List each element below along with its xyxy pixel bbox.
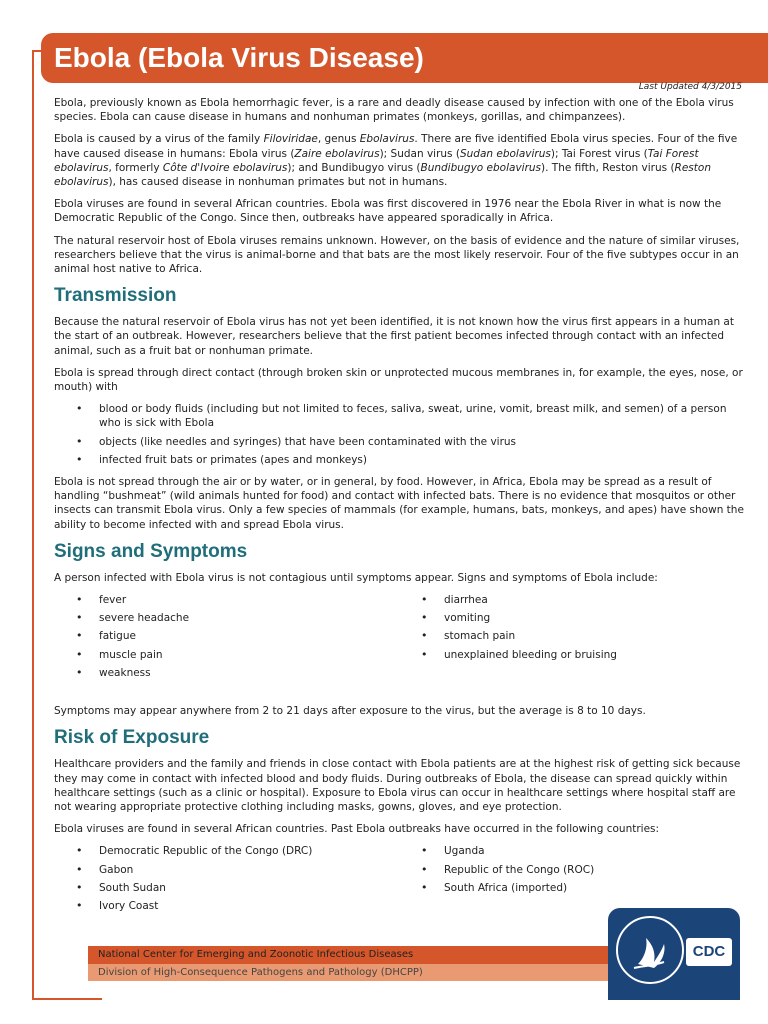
list-item: • Republic of the Congo (ROC): [444, 863, 744, 877]
document-body: [54, 96, 744, 925]
list-item: • muscle pain: [99, 648, 399, 662]
symptoms-column-1: [54, 593, 399, 684]
border-bottom: [32, 998, 102, 1000]
list-item: • unexplained bleeding or bruising: [444, 648, 744, 662]
intro-paragraph-3: Ebola viruses are found in several African countries. Ebola was first discovered in 1976 near the Ebola River in what is now the Democratic Republic of the Congo. Since then, outbreaks have appeared sporadically in Africa.: [54, 198, 722, 225]
list-item: • stomach pain: [444, 629, 744, 643]
list-item: • vomiting: [444, 611, 744, 625]
transmission-paragraph-1: Because the natural reservoir of Ebola virus has not yet been identified, it is not known how the virus first appears in a human at the start of an outbreak. However, researchers believe that the first patient becomes infected through contact with an infected animal, such as a fruit bat or nonhuman primate.: [54, 316, 734, 357]
list-item: • blood or body fluids (including but not limited to feces, saliva, sweat, urine, vomit, breast milk, and semen) of a person who is sick with Ebola: [99, 402, 744, 430]
exposure-heading: Risk of Exposure: [54, 727, 210, 749]
list-item: • fatigue: [99, 629, 399, 643]
exposure-paragraph-1: Healthcare providers and the family and friends in close contact with Ebola patients are at the highest risk of getting sick because they may come in contact with infected blood and body fluids. During outbreaks of Ebola, the disease can spread quickly within healthcare settings (such as a clinic or hospital). Exposure to Ebola virus can occur in healthcare settings where hospital staff are not wearing appropriate protective clothing including masks, gowns, gloves, and eye protection.: [54, 758, 741, 813]
list-item: • South Sudan: [99, 881, 399, 895]
list-item: • Gabon: [99, 863, 399, 877]
list-item: • fever: [99, 593, 399, 607]
list-item: • diarrhea: [444, 593, 744, 607]
transmission-heading: Transmission: [54, 285, 177, 307]
border-left: [32, 50, 34, 1000]
transmission-paragraph-2: Ebola is spread through direct contact (through broken skin or unprotected mucous membranes in, for example, the eyes, nose, or mouth) with: [54, 366, 743, 394]
symptoms-paragraph-1: A person infected with Ebola virus is not contagious until symptoms appear. Signs and symptoms of Ebola include:: [54, 571, 658, 584]
symptoms-column-2: [399, 593, 744, 684]
symptoms-paragraph-2: Symptoms may appear anywhere from 2 to 21 days after exposure to the virus, but the average is 8 to 10 days.: [54, 705, 646, 718]
footer-division-name: Division of High-Consequence Pathogens and Pathology (DHCPP): [88, 964, 608, 981]
countries-list: [54, 844, 744, 917]
page-title: Ebola (Ebola Virus Disease): [41, 33, 768, 83]
footer-center-name: National Center for Emerging and Zoonotic Infectious Diseases: [88, 946, 608, 964]
list-item: • severe headache: [99, 611, 399, 625]
exposure-paragraph-2: Ebola viruses are found in several African countries. Past Ebola outbreaks have occurred in the following countries:: [54, 823, 660, 836]
intro-paragraph-1: Ebola, previously known as Ebola hemorrhagic fever, is a rare and deadly disease caused by infection with one of the Ebola virus species. Ebola can cause disease in humans and nonhuman primates (monkeys, gorillas, and chimpanzees).: [54, 97, 734, 124]
symptoms-heading: Signs and Symptoms: [54, 540, 248, 562]
list-item: • infected fruit bats or primates (apes and monkeys): [99, 453, 744, 467]
list-item: • Uganda: [444, 844, 744, 858]
list-item: • objects (like needles and syringes) that have been contaminated with the virus: [99, 435, 744, 449]
intro-paragraph-4: The natural reservoir host of Ebola viruses remains unknown. However, on the basis of evidence and the nature of similar viruses, researchers believe that the virus is animal-borne and that bats are the most likely reservoir. Four of the five subtypes occur in an animal host native to Africa.: [54, 234, 740, 276]
symptoms-list: [54, 593, 744, 684]
hhs-seal-icon: [616, 916, 684, 984]
countries-column-1: [54, 844, 399, 917]
list-item: • weakness: [99, 666, 399, 680]
intro-paragraph-2: Ebola is caused by a virus of the family Filoviridae, genus Ebolavirus. There are five identified Ebola virus species. Four of the five have caused disease in humans: Ebola virus (Zaire ebolavirus); Sudan virus (Sudan ebolavirus); Tai Forest virus (Tai Forest ebolavirus, formerly Côte d'Ivoire ebolavirus); and Bundibugyo virus (Bundibugyo ebolavirus). The fifth, Reston virus (Reston ebolavirus), has caused disease in nonhuman primates but not in humans.: [54, 133, 738, 189]
transmission-paragraph-3: Ebola is not spread through the air or by water, or in general, by food. However, in Africa, Ebola may be spread as a result of handling “bushmeat” (wild animals hunted for food) and contact with infected bats. There is no evidence that mosquitos or other insects can transmit Ebola virus. Only a few species of mammals (for example, humans, bats, monkeys, and apes) have shown the ability to become infected with and spread Ebola virus.: [54, 476, 744, 531]
countries-column-2: [399, 844, 744, 917]
transmission-list: [54, 402, 744, 467]
list-item: • Democratic Republic of the Congo (DRC): [99, 844, 399, 858]
last-updated: Last Updated 4/3/2015: [638, 82, 742, 92]
cdc-logo-block: [608, 908, 740, 1000]
list-item: • South Africa (imported): [444, 881, 744, 895]
list-item: • Ivory Coast: [99, 899, 399, 913]
cdc-logo: CDC: [686, 938, 732, 966]
